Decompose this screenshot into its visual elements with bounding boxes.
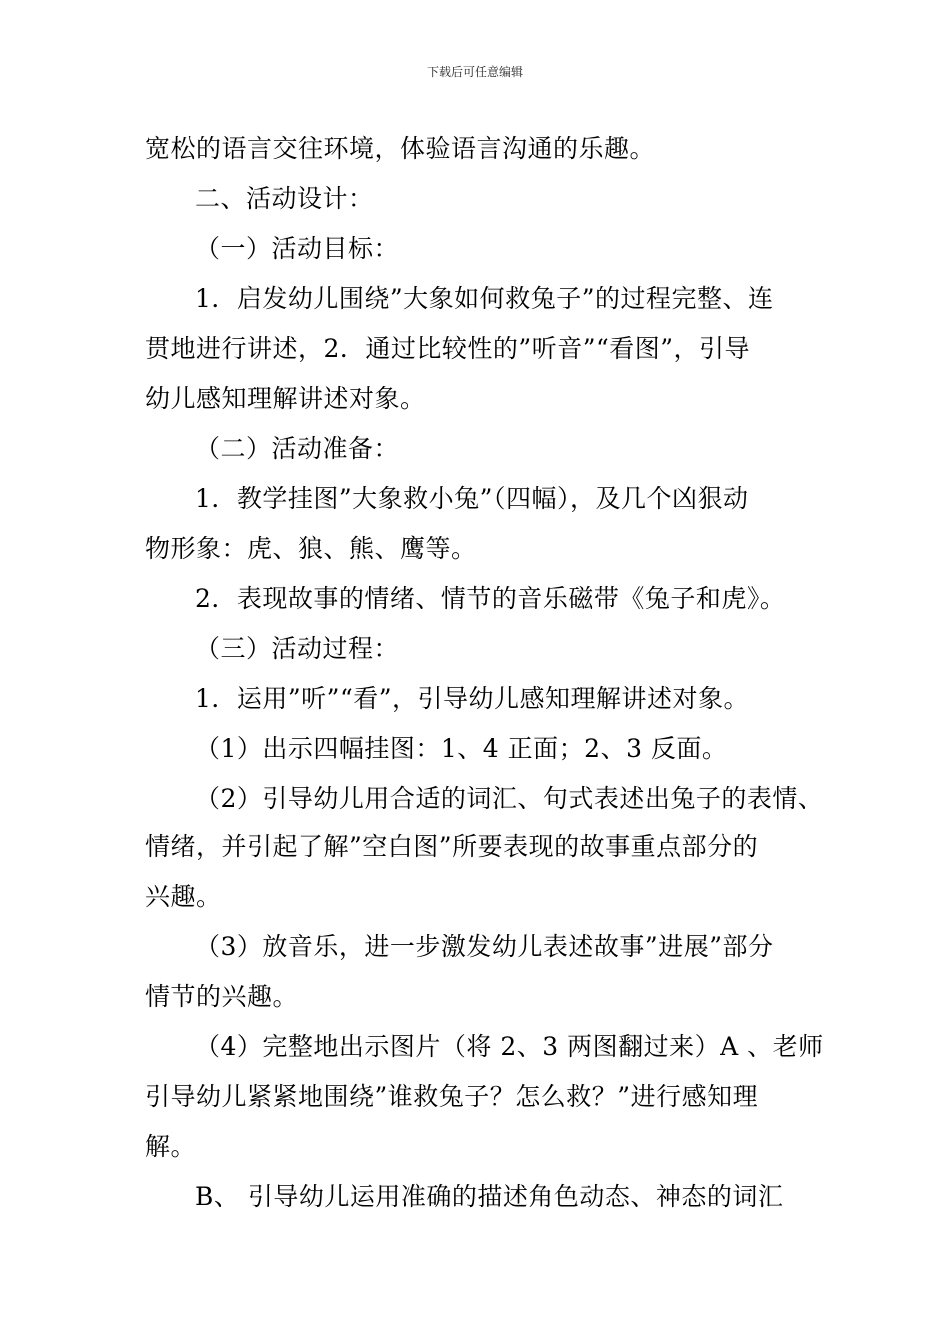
paragraph-line: （4）完整地出示图片（将 2、3 两图翻过来）A 、老师 xyxy=(195,1032,824,1061)
paragraph-line: 物形象：虎、狼、熊、鹰等。 xyxy=(145,534,477,563)
paragraph-line: （2）引导幼儿用合适的词汇、句式表述出兔子的表情、 xyxy=(195,784,824,813)
section-heading: 二、活动设计： xyxy=(195,184,374,213)
paragraph-line: 引导幼儿紧紧地围绕”谁救兔子？怎么救？”进行感知理 xyxy=(145,1082,759,1111)
paragraph-line: B、 引导幼儿运用准确的描述角色动态、神态的词汇 xyxy=(195,1182,784,1211)
subsection-heading: （一）活动目标： xyxy=(195,234,400,263)
paragraph-line: 1．运用”听”“看”，引导幼儿感知理解讲述对象。 xyxy=(195,684,750,713)
subsection-heading: （二）活动准备： xyxy=(195,434,400,463)
paragraph-line: 2．表现故事的情绪、情节的音乐磁带《兔子和虎》。 xyxy=(195,584,786,613)
paragraph-line: 幼儿感知理解讲述对象。 xyxy=(145,384,426,413)
paragraph-line: 解。 xyxy=(145,1132,197,1161)
paragraph-line: 情节的兴趣。 xyxy=(145,982,299,1011)
paragraph-line: 宽松的语言交往环境，体验语言沟通的乐趣。 xyxy=(145,134,656,163)
paragraph-line: 兴趣。 xyxy=(145,882,222,911)
paragraph-line: 1．教学挂图”大象救小兔”（四幅），及几个凶狠动 xyxy=(195,484,749,513)
paragraph-line: 1．启发幼儿围绕”大象如何救兔子”的过程完整、连 xyxy=(195,284,774,313)
subsection-heading: （三）活动过程： xyxy=(195,634,400,663)
paragraph-line: （1）出示四幅挂图：1、4 正面；2、3 反面。 xyxy=(195,734,728,763)
paragraph-line: （3）放音乐，进一步激发幼儿表述故事”进展”部分 xyxy=(195,932,774,961)
paragraph-line: 贯地进行讲述，2．通过比较性的”听音”“看图”，引导 xyxy=(145,334,751,363)
paragraph-line: 情绪，并引起了解”空白图”所要表现的故事重点部分的 xyxy=(145,832,759,861)
page-header: 下载后可任意编辑 xyxy=(426,65,523,79)
